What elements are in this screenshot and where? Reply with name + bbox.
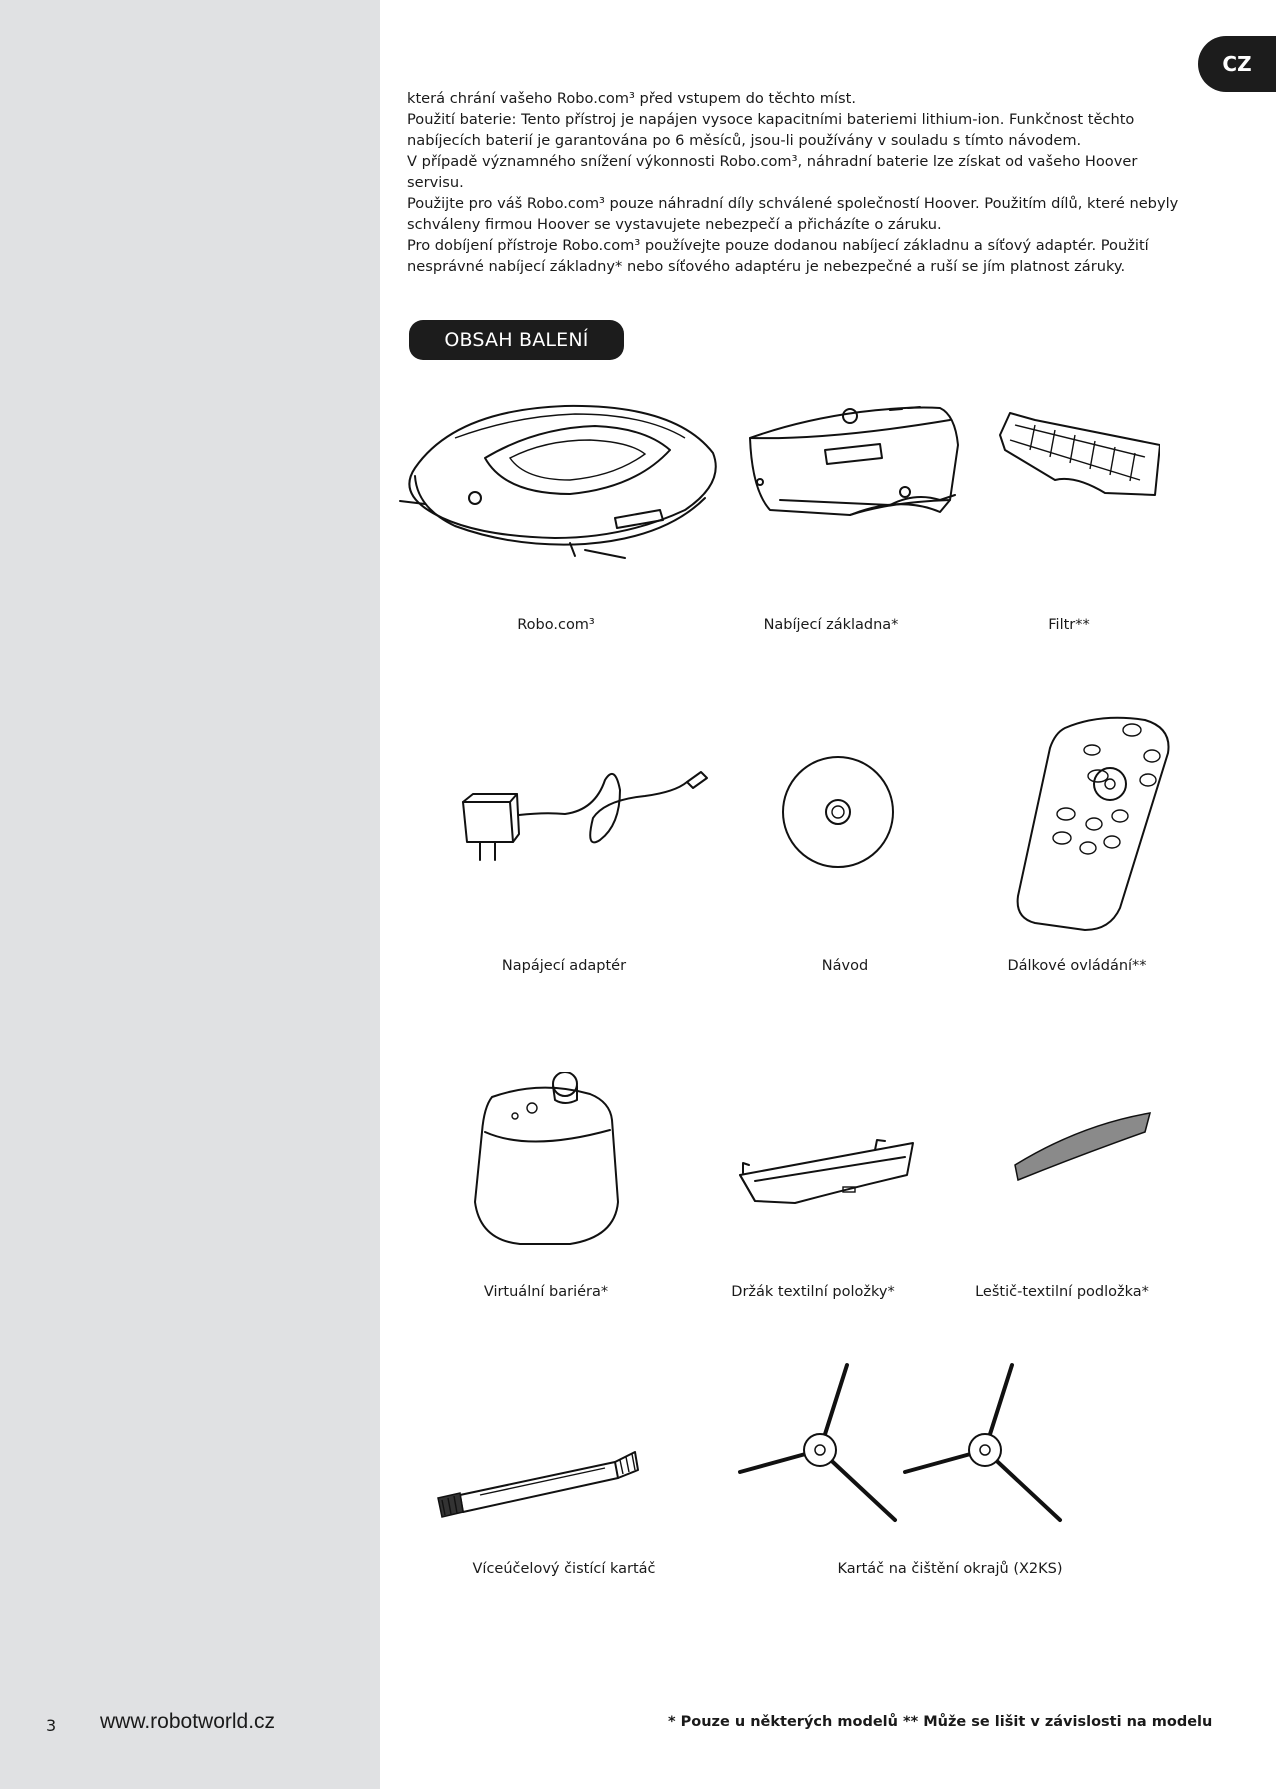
item-label: Víceúčelový čistící kartáč <box>472 1561 656 1577</box>
item-label: Robo.com³ <box>517 617 595 633</box>
item-label: Nabíjecí základna* <box>763 617 899 633</box>
footnote-double-asterisk: ** Může se lišit v závislosti na modelu <box>903 1714 1213 1730</box>
item-label: Kartáč na čištění okrajů (X2KS) <box>837 1561 1063 1577</box>
item-label: Návod <box>821 958 869 974</box>
page-number: 3 <box>46 1716 57 1735</box>
robot-vacuum-icon <box>395 398 725 573</box>
item-label: Držák textilní položky* <box>731 1284 895 1300</box>
cleaning-brush-icon <box>430 1440 640 1520</box>
language-tab: CZ <box>1198 36 1276 92</box>
website-link[interactable]: www.robotworld.cz <box>100 1710 276 1733</box>
item-label: Filtr** <box>1048 617 1090 633</box>
item-label: Dálkové ovládání** <box>1007 958 1147 974</box>
side-brush-icon <box>735 1360 905 1525</box>
cloth-holder-icon <box>735 1135 915 1210</box>
left-sidebar-band <box>0 0 380 1789</box>
charging-base-icon <box>740 400 980 530</box>
footnote-single-asterisk: * Pouze u některých modelů <box>668 1714 898 1730</box>
intro-paragraph: Použijte pro váš Robo.com³ pouze náhradní díly schválené společností Hoover. Použitím dílů, které nebyly schváleny firmou Hoover se vystavujete nebezpečí a přicházíte o záruku. <box>407 195 1179 233</box>
intro-paragraph: která chrání vašeho Robo.com³ před vstupem do těchto míst. <box>407 90 856 107</box>
remote-control-icon <box>1010 708 1175 938</box>
intro-paragraph: V případě významného snížení výkonnosti Robo.com³, náhradní baterie lze získat od vašeho Hoover servisu. <box>407 153 1138 191</box>
polishing-pad-icon <box>1010 1110 1155 1185</box>
filter-icon <box>995 405 1160 505</box>
power-adapter-icon <box>455 760 715 870</box>
item-label: Virtuální bariéra* <box>483 1284 609 1300</box>
cd-manual-icon <box>778 752 898 872</box>
item-label: Napájecí adaptér <box>501 958 627 974</box>
item-label: Leštič-textilní podložka* <box>975 1284 1149 1300</box>
side-brush-icon <box>900 1360 1070 1525</box>
intro-paragraph: Použití baterie: Tento přístroj je napájen vysoce kapacitními bateriemi lithium-ion. Funkčnost těchto nabíjecích baterií je garantována po 6 měsíců, jsou-li používány v souladu s tímto návodem. <box>407 111 1135 149</box>
intro-paragraph: Pro dobíjení přístroje Robo.com³ používejte pouze dodanou nabíjecí základnu a síťový adaptér. Použití nesprávné nabíjecí základny* nebo síťového adaptéru je nebezpečné a ruší se jím platnost záruky. <box>407 237 1149 275</box>
intro-text <box>407 88 1197 277</box>
virtual-barrier-icon <box>470 1072 620 1252</box>
section-heading-package-contents: OBSAH BALENÍ <box>409 320 624 360</box>
